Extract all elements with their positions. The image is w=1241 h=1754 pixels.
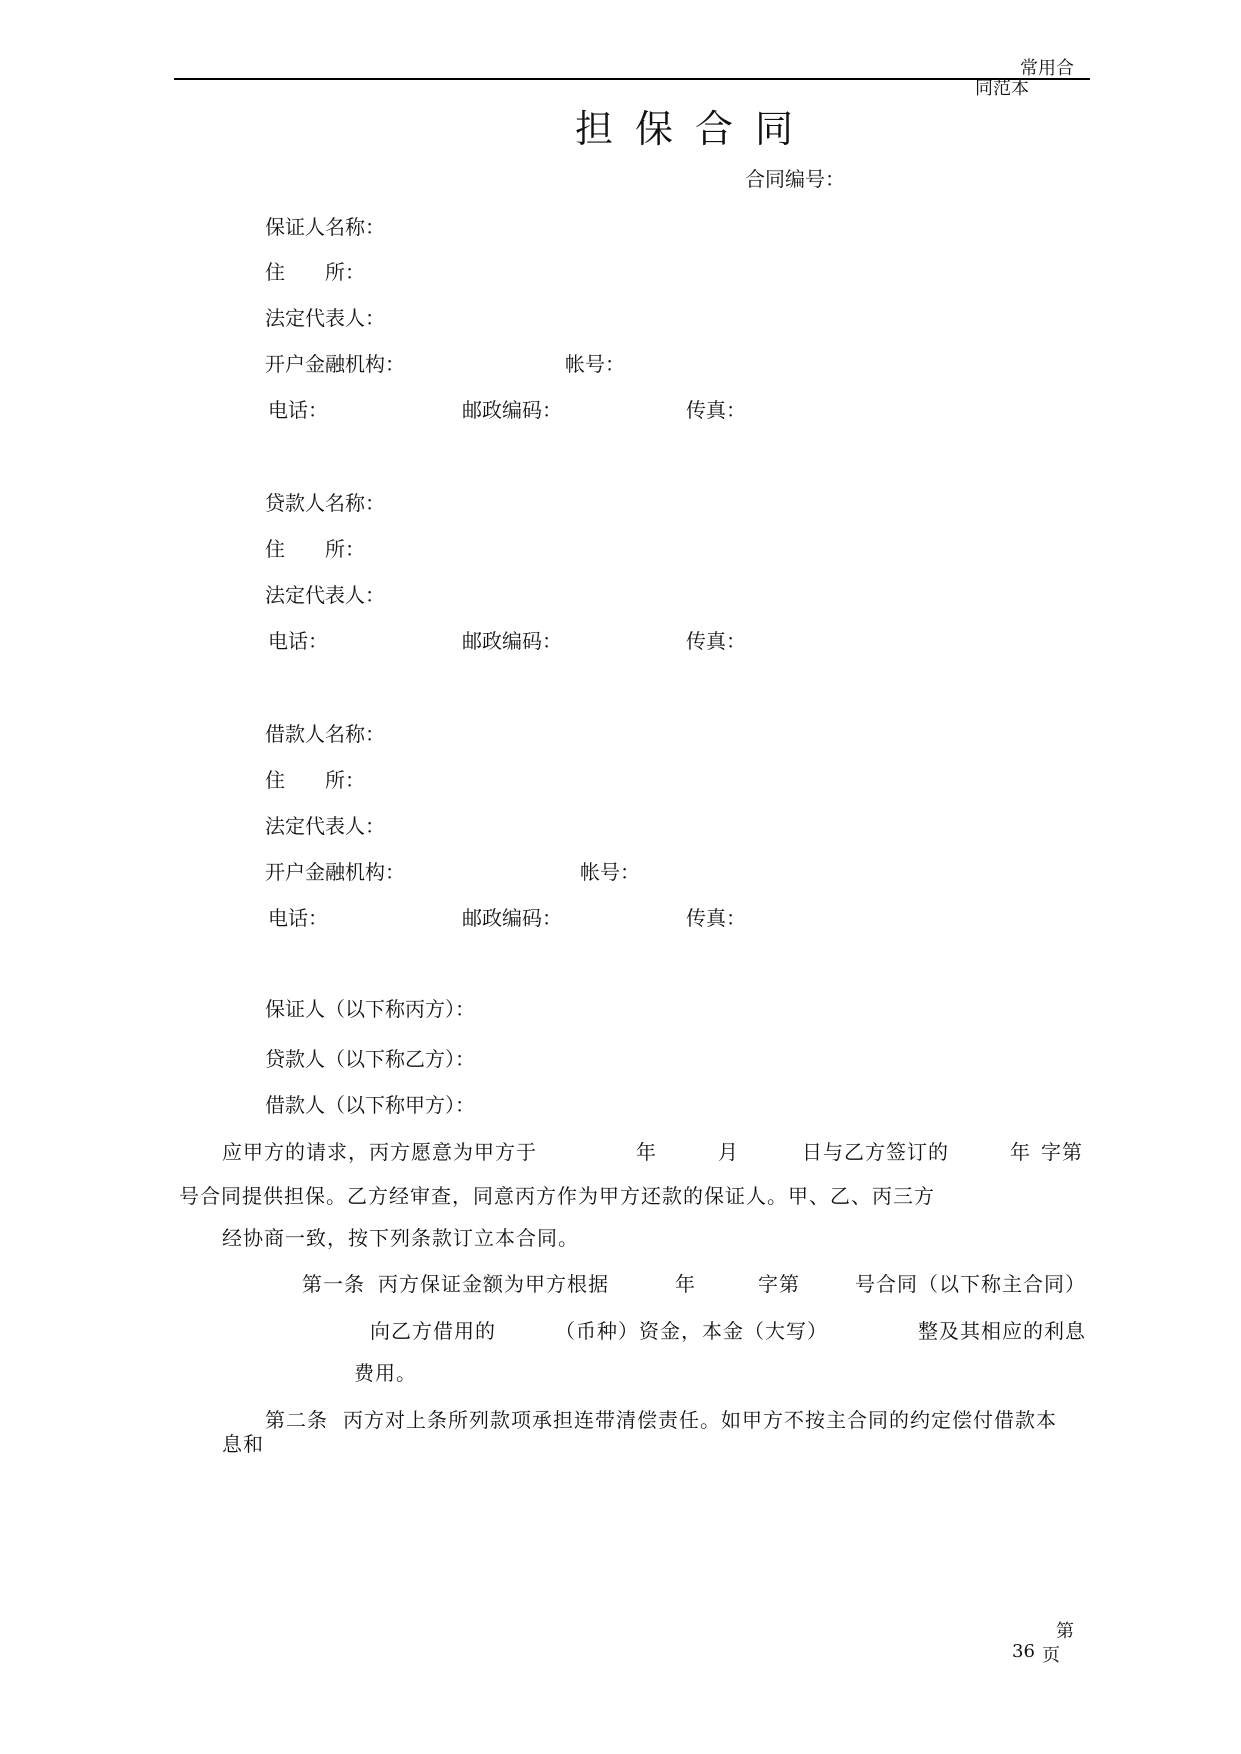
lender-fax-label: 传真： bbox=[686, 629, 746, 653]
preamble-line3: 经协商一致，按下列条款订立本合同。 bbox=[222, 1226, 579, 1250]
lender-address-label: 住 所： bbox=[265, 537, 365, 561]
borrower-address-label: 住 所： bbox=[265, 768, 365, 792]
article-1-zidi: 字第 bbox=[758, 1272, 800, 1296]
preamble-month: 月 bbox=[718, 1140, 739, 1164]
article-1-line2c: 整及其相应的利息 bbox=[918, 1319, 1086, 1343]
party-jia-label: 借款人（以下称甲方）： bbox=[265, 1093, 475, 1117]
article-1-tail: 号合同（以下称主合同） bbox=[855, 1272, 1086, 1296]
lender-phone-label: 电话： bbox=[268, 629, 328, 653]
lender-postcode-label: 邮政编码： bbox=[462, 629, 562, 653]
preamble-line1-text: 应甲方的请求，丙方愿意为甲方于 bbox=[222, 1140, 537, 1164]
borrower-postcode-label: 邮政编码： bbox=[462, 906, 562, 930]
page-footer-di: 第 bbox=[1056, 1621, 1074, 1642]
article-2-lead: 第二条 bbox=[265, 1408, 328, 1432]
article-1-line2b: （币种）资金，本金（大写） bbox=[555, 1319, 828, 1343]
contract-number-label: 合同编号： bbox=[745, 167, 845, 191]
header-label-line1: 常用合 bbox=[1020, 58, 1074, 79]
party-bing-label: 保证人（以下称丙方）： bbox=[265, 997, 475, 1021]
borrower-name-label: 借款人名称： bbox=[265, 722, 385, 746]
guarantor-phone-label: 电话： bbox=[268, 398, 328, 422]
lender-legal-rep-label: 法定代表人： bbox=[265, 583, 385, 607]
article-1-line3: 费用。 bbox=[354, 1361, 417, 1385]
header-rule bbox=[174, 78, 1090, 80]
guarantor-legal-rep-label: 法定代表人： bbox=[265, 306, 385, 330]
preamble-day-text: 日与乙方签订的 bbox=[802, 1140, 949, 1164]
article-1-year: 年 bbox=[675, 1272, 696, 1296]
preamble-year: 年 bbox=[636, 1140, 657, 1164]
article-1-lead: 第一条 bbox=[302, 1272, 365, 1296]
borrower-fax-label: 传真： bbox=[686, 906, 746, 930]
article-1-line2a: 向乙方借用的 bbox=[370, 1319, 496, 1343]
page-title: 担保合同 bbox=[575, 107, 816, 151]
article-2-text: 丙方对上条所列款项承担连带清偿责任。如甲方不按主合同的约定偿付借款本 bbox=[343, 1408, 1057, 1432]
preamble-zidi: 字第 bbox=[1041, 1140, 1083, 1164]
borrower-legal-rep-label: 法定代表人： bbox=[265, 814, 385, 838]
borrower-account-label: 帐号： bbox=[580, 860, 640, 884]
borrower-bank-label: 开户金融机构： bbox=[265, 860, 405, 884]
lender-name-label: 贷款人名称： bbox=[265, 491, 385, 515]
guarantor-postcode-label: 邮政编码： bbox=[462, 398, 562, 422]
guarantor-bank-label: 开户金融机构： bbox=[265, 352, 405, 376]
article-2-tail: 息和 bbox=[222, 1432, 264, 1456]
article-1-text: 丙方保证金额为甲方根据 bbox=[378, 1272, 609, 1296]
guarantor-fax-label: 传真： bbox=[686, 398, 746, 422]
page-number: 36 bbox=[1012, 1641, 1035, 1662]
party-yi-label: 贷款人（以下称乙方）： bbox=[265, 1047, 475, 1071]
guarantor-address-label: 住 所： bbox=[265, 260, 365, 284]
preamble-year2: 年 bbox=[1010, 1140, 1031, 1164]
guarantor-name-label: 保证人名称： bbox=[265, 215, 385, 239]
borrower-phone-label: 电话： bbox=[268, 906, 328, 930]
page-footer-ye: 页 bbox=[1042, 1645, 1060, 1666]
guarantor-account-label: 帐号： bbox=[565, 352, 625, 376]
preamble-line2: 号合同提供担保。乙方经审查，同意丙方作为甲方还款的保证人。甲、乙、丙三方 bbox=[179, 1184, 935, 1208]
header-label-line2: 同范本 bbox=[975, 78, 1029, 99]
